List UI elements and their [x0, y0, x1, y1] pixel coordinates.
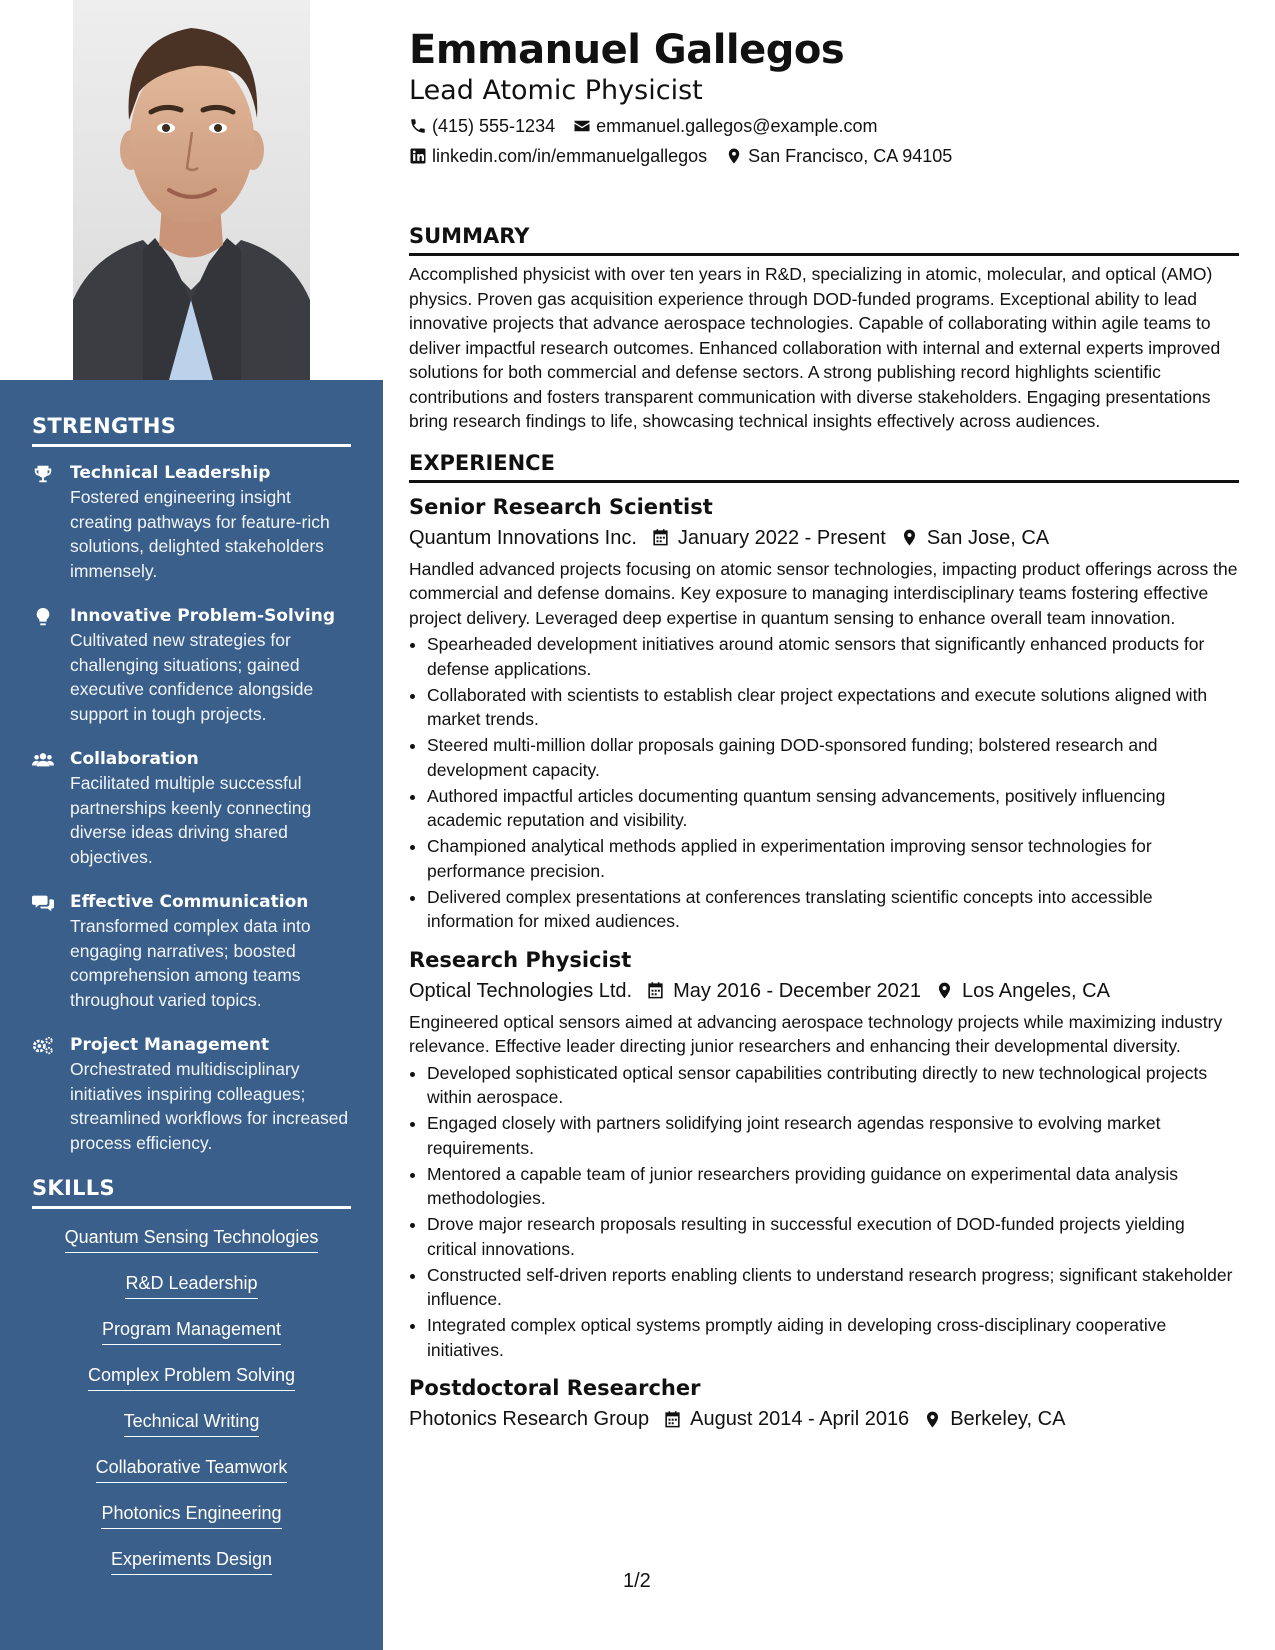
strength-item	[32, 604, 351, 726]
job-bullet: • Integrated complex optical systems promptly aiding in developing cross-disciplinary cooperative initiatives.	[427, 1313, 1239, 1362]
strength-desc: Transformed complex data into engaging narratives; boosted comprehension among teams throughout varied topics.	[70, 916, 311, 1010]
phone-icon	[409, 117, 427, 135]
job-title: Research Physicist	[409, 947, 632, 972]
email-link[interactable]: emmanuel.gallegos@example.com	[596, 116, 878, 136]
skill-list	[32, 1223, 351, 1593]
job-company: Photonics Research Group	[409, 1408, 650, 1430]
users-icon	[32, 747, 70, 869]
job-meta	[409, 976, 1239, 1006]
phone-number[interactable]: (415) 555-1234	[432, 116, 556, 136]
strength-title: Project Management	[70, 1035, 270, 1055]
location-pin-icon	[923, 1410, 942, 1429]
summary-text: Accomplished physicist with over ten years in R&D, specializing in atomic, molecular, and optical (AMO) physics. Proven gas acquisition experience through DOD-funded programs. Exceptional ability to lead innovative projects that advance aerospace technologies. Capable of collaborating within agile teams to deliver impactful research outcomes. Enhanced collaboration with internal and external experts improved solutions for both commercial and defense sectors. A strong publishing record highlights scientific contributions and fosters transparent communication with diverse stakeholders. Engaging presentations bring research findings to life, showcasing technical insights effectively across audiences.	[409, 264, 1221, 431]
candidate-role: Lead Atomic Physicist	[409, 75, 703, 106]
job-dates: May 2016 - December 2021	[673, 979, 922, 1002]
skill-item: Quantum Sensing Technologies	[65, 1225, 319, 1253]
strength-item	[32, 747, 351, 869]
summary-heading: SUMMARY	[409, 223, 1239, 256]
location-text: San Francisco, CA 94105	[748, 146, 953, 166]
trophy-icon	[32, 461, 70, 583]
strength-desc: Fostered engineering insight creating pathways for feature-rich solutions, delighted stakeholders immensely.	[70, 487, 330, 581]
main-content	[409, 0, 1239, 1434]
job-description: Engineered optical sensors aimed at advancing aerospace technology projects while maximizing industry relevance. Effective leader directing junior researchers and enhancing their developmental diversity.	[409, 1011, 1223, 1056]
location-pin-icon	[935, 981, 954, 1000]
skill-item: Experiments Design	[111, 1547, 272, 1575]
job-entry	[409, 493, 1239, 934]
contact-row-1	[409, 114, 1239, 138]
job-bullet: • Authored impactful articles documenting quantum sensing advancements, positively influencing academic reputation and visibility.	[427, 784, 1239, 833]
job-bullet: • Delivered complex presentations at conferences translating scientific concepts into accessible information for mixed audiences.	[427, 885, 1239, 934]
profile-photo	[73, 0, 310, 380]
linkedin-link[interactable]: linkedin.com/in/emmanuelgallegos	[432, 146, 708, 166]
experience-heading: EXPERIENCE	[409, 450, 1239, 483]
strength-item	[32, 890, 351, 1012]
strength-title: Effective Communication	[70, 892, 309, 912]
job-bullet: • Drove major research proposals resulting in successful execution of DOD-funded projects yielding critical innovations.	[427, 1212, 1239, 1261]
photo-area	[0, 0, 383, 380]
job-bullet: • Developed sophisticated optical sensor capabilities contributing directly to new technological projects within aerospace.	[427, 1061, 1239, 1110]
job-meta	[409, 523, 1239, 553]
job-location: San Jose, CA	[926, 526, 1050, 549]
location-pin-icon	[725, 147, 743, 165]
job-bullet: • Steered multi-million dollar proposals gaining DOD-sponsored funding; bolstered research and development capacity.	[427, 733, 1239, 782]
calendar-icon	[663, 1410, 682, 1429]
strength-desc: Cultivated new strategies for challenging situations; gained executive confidence alongside support in tough projects.	[70, 630, 314, 724]
job-meta	[409, 1404, 1239, 1434]
job-company: Optical Technologies Ltd.	[409, 979, 633, 1002]
gears-icon	[32, 1033, 70, 1155]
job-bullet: • Engaged closely with partners solidifying joint research agendas responsive to evolving market requirements.	[427, 1111, 1239, 1160]
job-bullet: • Collaborated with scientists to establish clear project expectations and execute solutions aligned with market trends.	[427, 683, 1239, 732]
strength-title: Innovative Problem-Solving	[70, 606, 335, 626]
skill-item: Photonics Engineering	[101, 1501, 281, 1529]
skill-item: Program Management	[102, 1317, 281, 1345]
page-number: 1/2	[623, 1570, 651, 1592]
job-bullets	[409, 632, 1239, 934]
job-dates: August 2014 - April 2016	[690, 1408, 910, 1430]
candidate-name: Emmanuel Gallegos	[409, 27, 845, 73]
linkedin-icon	[409, 147, 427, 165]
job-bullet: • Championed analytical methods applied in experimentation improving sensor technologies for performance precision.	[427, 834, 1239, 883]
skills-heading: SKILLS	[32, 1176, 351, 1209]
job-bullet: • Mentored a capable team of junior researchers providing guidance on experimental data analysis methodologies.	[427, 1162, 1239, 1211]
job-bullets	[409, 1061, 1239, 1363]
skill-item: Collaborative Teamwork	[96, 1455, 288, 1483]
skill-item: Complex Problem Solving	[88, 1363, 295, 1391]
job-dates: January 2022 - Present	[677, 526, 886, 549]
job-company: Quantum Innovations Inc.	[409, 526, 637, 549]
strength-item	[32, 1033, 351, 1155]
job-bullet: • Constructed self-driven reports enabling clients to understand research progress; significant stakeholder influence.	[427, 1263, 1239, 1312]
strength-title: Collaboration	[70, 749, 199, 769]
calendar-icon	[646, 981, 665, 1000]
strength-desc: Orchestrated multidisciplinary initiatives inspiring colleagues; streamlined workflows for increased process efficiency.	[70, 1059, 349, 1153]
job-title: Postdoctoral Researcher	[409, 1376, 701, 1400]
strength-title: Technical Leadership	[70, 463, 271, 483]
job-entry	[409, 1374, 1239, 1434]
contact-row-2	[409, 144, 1239, 168]
job-description: Handled advanced projects focusing on atomic sensor technologies, impacting product offerings across the commercial and defense domains. Key exposure to managing interdisciplinary teams fostering effective project delivery. Leveraged deep expertise in quantum sensing to enhance overall team innovation.	[409, 558, 1238, 628]
lightbulb-icon	[32, 604, 70, 726]
sidebar	[0, 0, 383, 1650]
envelope-icon	[573, 117, 591, 135]
strength-item	[32, 461, 351, 583]
location-pin-icon	[900, 528, 919, 547]
job-location: Los Angeles, CA	[962, 979, 1110, 1002]
strengths-heading: STRENGTHS	[32, 414, 351, 447]
job-bullet: • Spearheaded development initiatives around atomic sensors that significantly enhanced products for defense applications.	[427, 632, 1239, 681]
job-location: Berkeley, CA	[950, 1408, 1066, 1430]
chat-icon	[32, 890, 70, 1012]
job-title: Senior Research Scientist	[409, 494, 713, 519]
job-entry	[409, 946, 1239, 1363]
skill-item: Technical Writing	[124, 1409, 260, 1437]
skill-item: R&D Leadership	[125, 1271, 257, 1299]
calendar-icon	[651, 528, 670, 547]
sidebar-panel	[0, 380, 383, 1650]
strength-desc: Facilitated multiple successful partnerships keenly connecting diverse ideas driving shared objectives.	[70, 773, 312, 867]
